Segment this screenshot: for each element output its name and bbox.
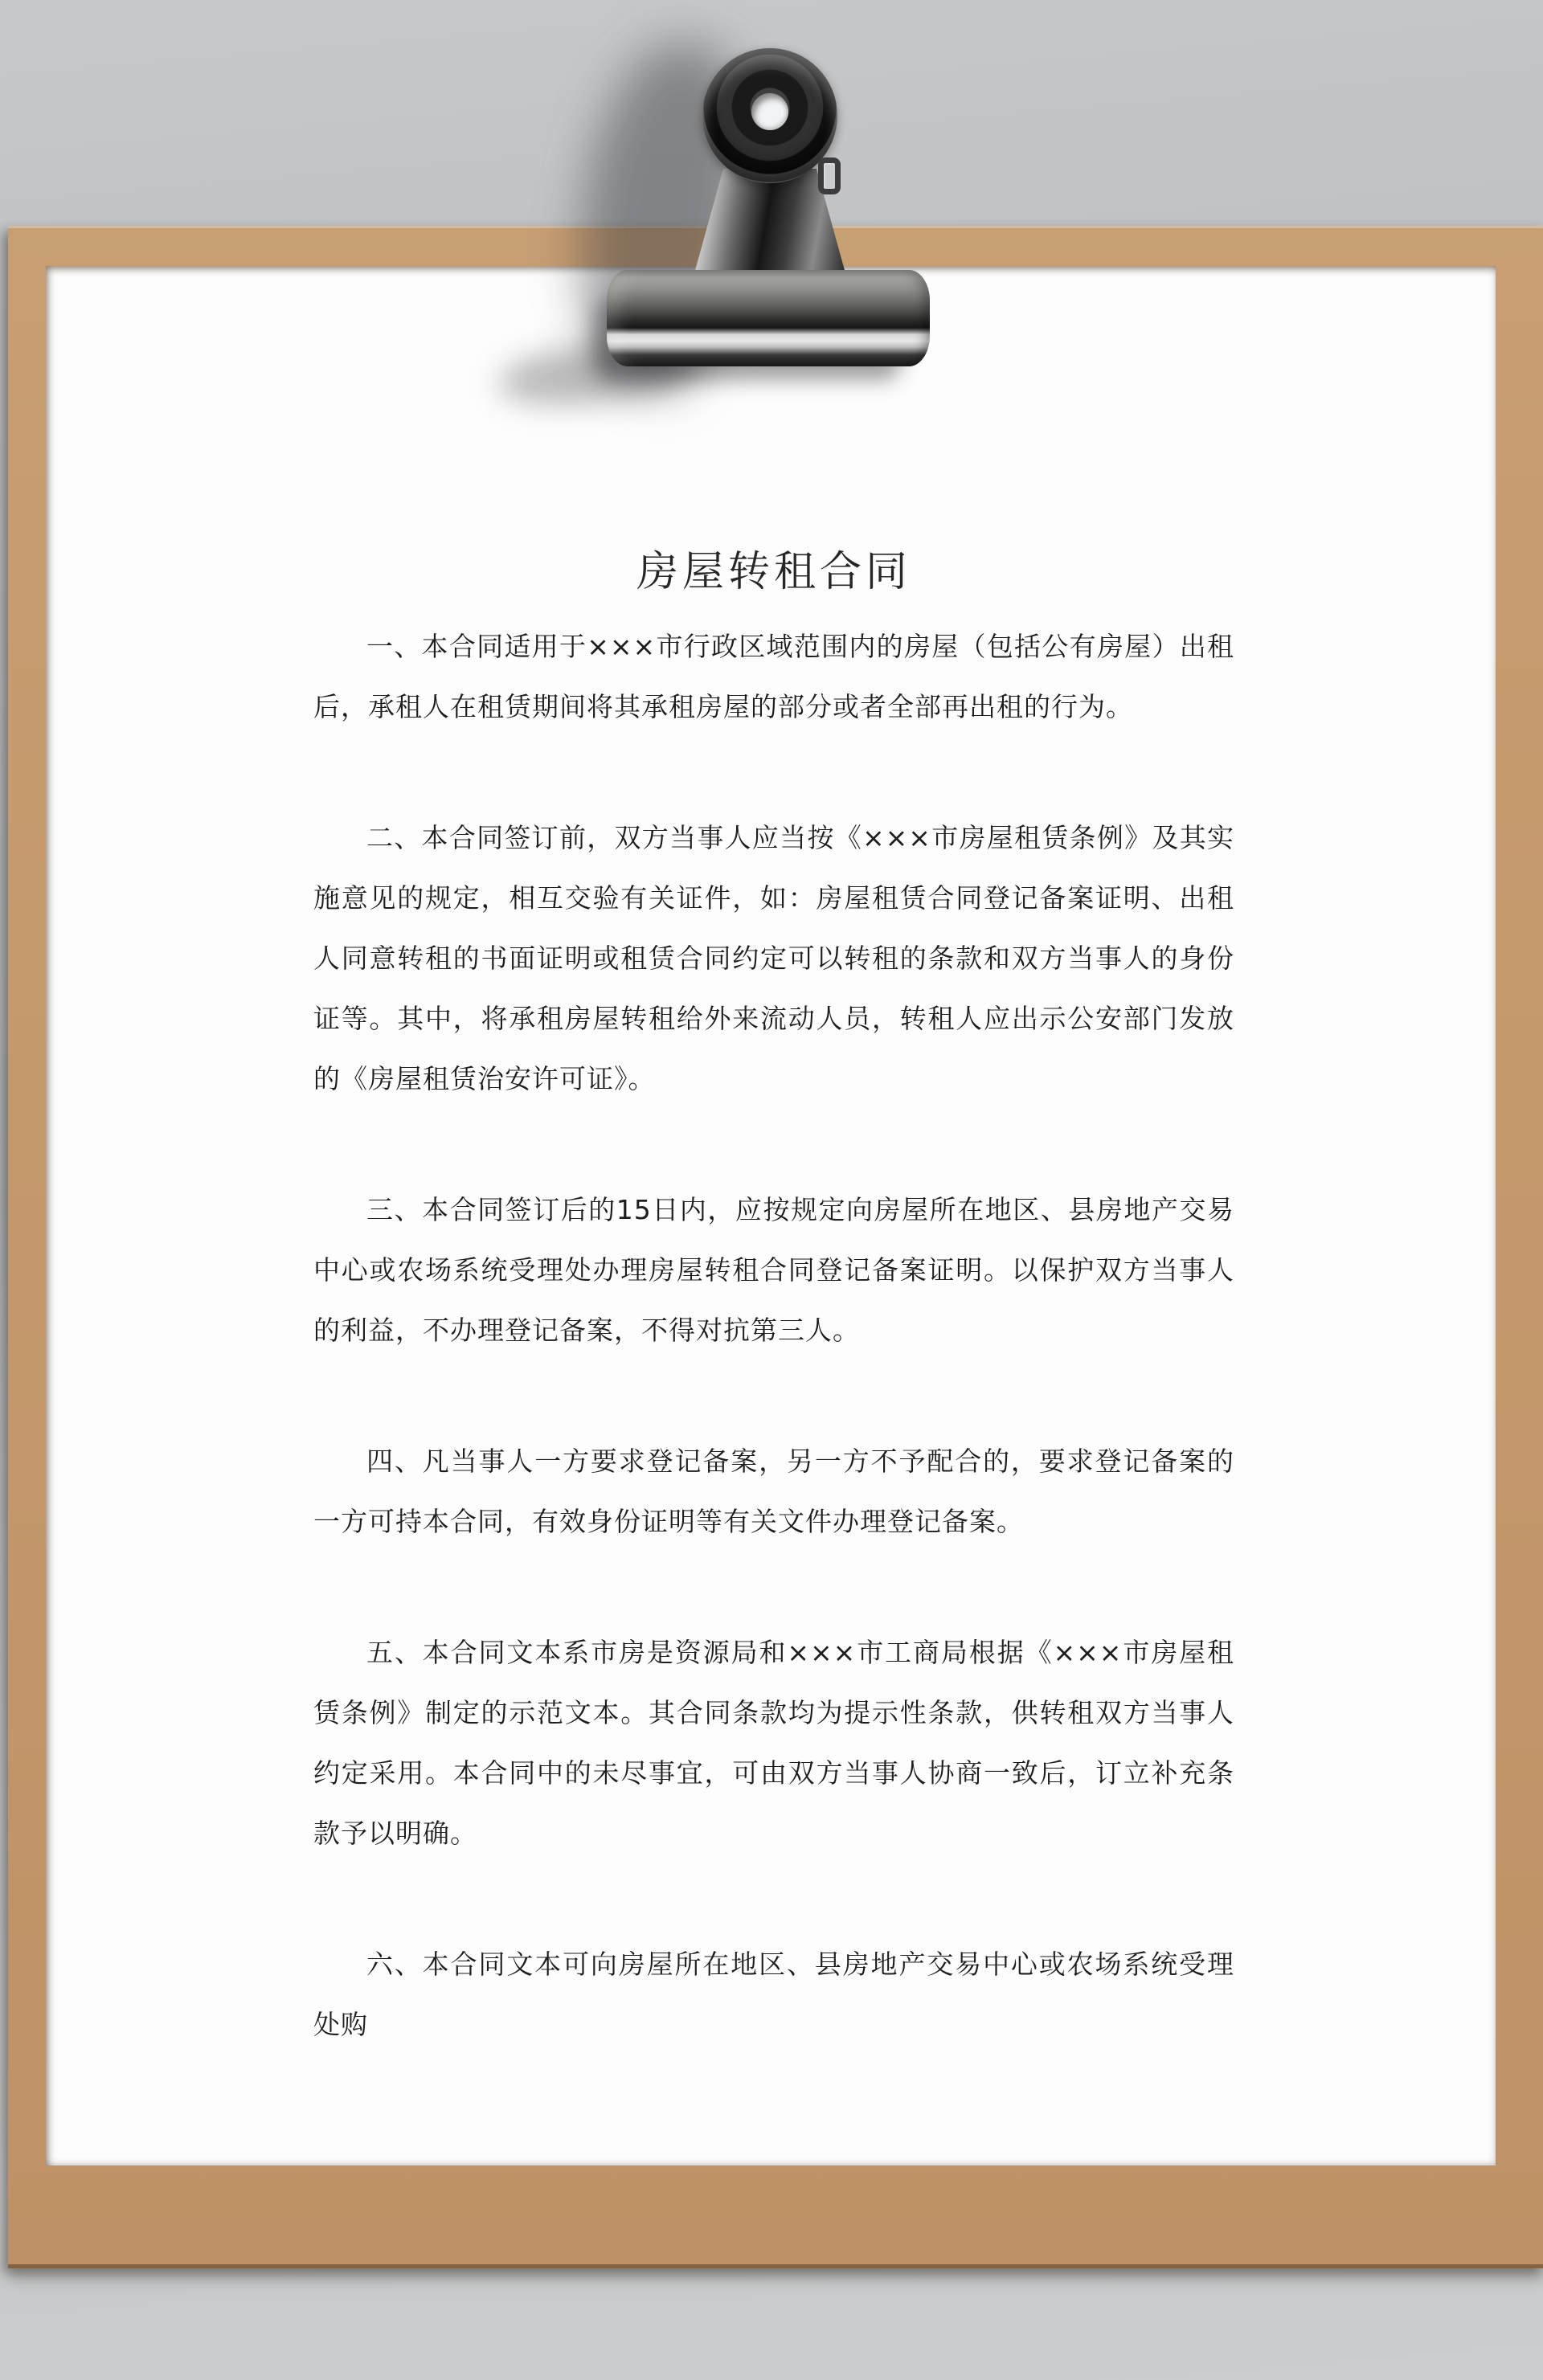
contract-content bbox=[313, 266, 1234, 2125]
document-title: 房屋转租合同 bbox=[636, 548, 911, 596]
contract-paragraph-1: 一、本合同适用于×××市行政区域范围内的房屋（包括公有房屋）出租后，承租人在租赁期间将其承租房屋的部分或者全部再出租的行为。 bbox=[313, 631, 1234, 722]
binder-clip-lever bbox=[818, 157, 841, 194]
contract-paper bbox=[46, 266, 1496, 2165]
contract-paragraph-5: 五、本合同文本系市房是资源局和×××市工商局根据《×××市房屋租赁条例》制定的示范文本。其合同条款均为提示性条款，供转租双方当事人约定采用。本合同中的未尽事宜，可由双方当事人协商一致后，订立补充条款予以明确。 bbox=[313, 1637, 1234, 1849]
contract-paragraph-4: 四、凡当事人一方要求登记备案，另一方不予配合的，要求登记备案的一方可持本合同，有效身份证明等有关文件办理登记备案。 bbox=[313, 1446, 1234, 1537]
binder-clip-jaw-bar bbox=[607, 270, 930, 366]
contract-paragraph-3: 三、本合同签订后的15日内，应按规定向房屋所在地区、县房地产交易中心或农场系统受理处办理房屋转租合同登记备案证明。以保护双方当事人的利益，不办理登记备案，不得对抗第三人。 bbox=[313, 1194, 1234, 1346]
contract-body bbox=[313, 616, 1234, 2055]
contract-paragraph-2: 二、本合同签订前，双方当事人应当按《×××市房屋租赁条例》及其实施意见的规定，相互交验有关证件，如：房屋租赁合同登记备案证明、出租人同意转租的书面证明或租赁合同约定可以转租的条款和双方当事人的身份证等。其中，将承租房屋转租给外来流动人员，转租人应出示公安部门发放的《房屋租赁治安许可证》。 bbox=[313, 822, 1234, 1094]
contract-paragraph-6: 六、本合同文本可向房屋所在地区、县房地产交易中心或农场系统受理处购 bbox=[313, 1949, 1234, 2040]
binder-clip-thumb-hole bbox=[751, 93, 788, 130]
